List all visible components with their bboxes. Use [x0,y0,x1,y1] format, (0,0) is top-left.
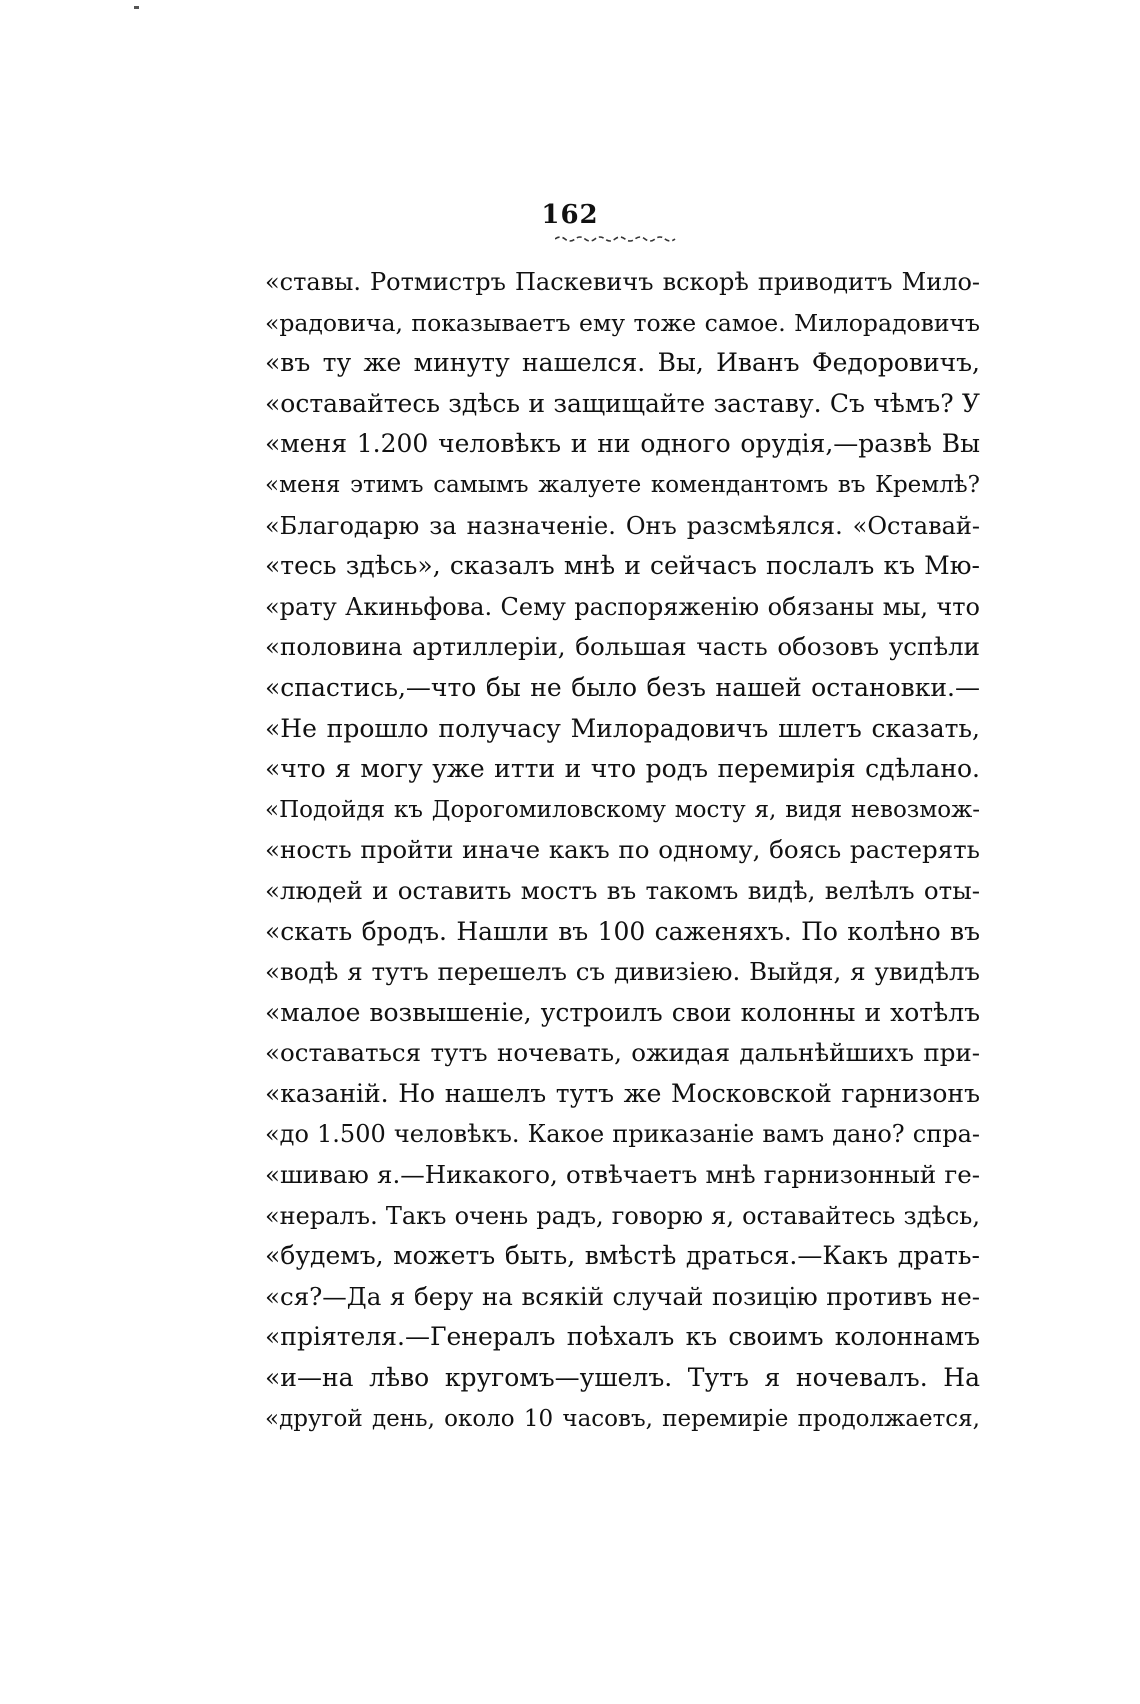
text-line: «меня этимъ самымъ жалуете комендантомъ въ Кремлѣ? [265,471,980,498]
text-line: «будемъ, можетъ быть, вмѣстѣ драться.—Какъ драть- [265,1241,980,1271]
text-line: «пріятеля.—Генералъ поѣхалъ къ своимъ колоннамъ [265,1322,980,1352]
text-line: «казаній. Но нашелъ тутъ же Московской гарнизонъ [265,1078,980,1108]
text-line: «малое возвышеніе, устроилъ свои колонны и хотѣлъ [265,997,980,1027]
ornament-divider [555,232,679,244]
text-line: «водѣ я тутъ перешелъ съ дивизіею. Выйдя, я увидѣлъ [265,957,980,987]
text-line: «ся?—Да я беру на всякій случай позицію противъ не- [265,1281,980,1311]
text-line: «нералъ. Такъ очень радъ, говорю я, оставайтесь здѣсь, [265,1201,980,1230]
text-line: «ставы. Ротмистръ Паскевичъ вскорѣ приводитъ Мило- [265,268,980,296]
text-line: «рату Акиньфова. Сему распоряженію обязаны мы, что [265,592,980,621]
text-line: «и—на лѣво кругомъ—ушелъ. Тутъ я ночевалъ. На [265,1363,980,1393]
text-line: «оставаться тутъ ночевать, ожидая дальнѣйшихъ при- [265,1038,980,1068]
text-line: «до 1.500 человѣкъ. Какое приказаніе вамъ дано? спра- [265,1120,980,1149]
scan-mark [134,6,139,9]
text-line: «ность пройти иначе какъ по одному, боясь растерять [265,835,980,865]
text-line: «въ ту же минуту нашелся. Вы, Иванъ Федоровичъ, [265,348,980,378]
text-line: «половина артиллеріи, большая часть обозовъ успѣли [265,632,980,662]
text-line: «Благодарю за назначеніе. Онъ разсмѣялся. «Оставай- [265,511,980,540]
text-line: «людей и оставить мостъ въ такомъ видѣ, велѣлъ оты- [265,875,980,905]
text-line: «Не прошло получасу Милорадовичъ шлетъ сказать, [265,713,980,743]
text-line: «радовича, показываетъ ему тоже самое. Милорадовичъ [265,308,980,337]
text-line: «меня 1.200 человѣкъ и ни одного орудія,—развѣ Вы [265,429,980,459]
page-number: 162 [541,200,599,230]
text-line: «что я могу уже итти и что родъ перемирія сдѣлано. [265,754,980,784]
body-text [265,262,980,1439]
text-line: «Подойдя къ Дорогомиловскому мосту я, видя невозмож- [265,796,980,823]
text-line: «другой день, около 10 часовъ, перемиріе продолжается, [265,1405,980,1432]
text-line: «шиваю я.—Никакого, отвѣчаетъ мнѣ гарнизонный ге- [265,1160,980,1190]
text-line: «тесь здѣсь», сказалъ мнѣ и сейчасъ послалъ къ Мю- [265,551,980,581]
text-line: «оставайтесь здѣсь и защищайте заставу. Съ чѣмъ? У [265,388,980,418]
text-line: «спастись,—что бы не было безъ нашей остановки.— [265,672,980,702]
text-line: «скать бродъ. Нашли въ 100 саженяхъ. По колѣно въ [265,916,980,946]
